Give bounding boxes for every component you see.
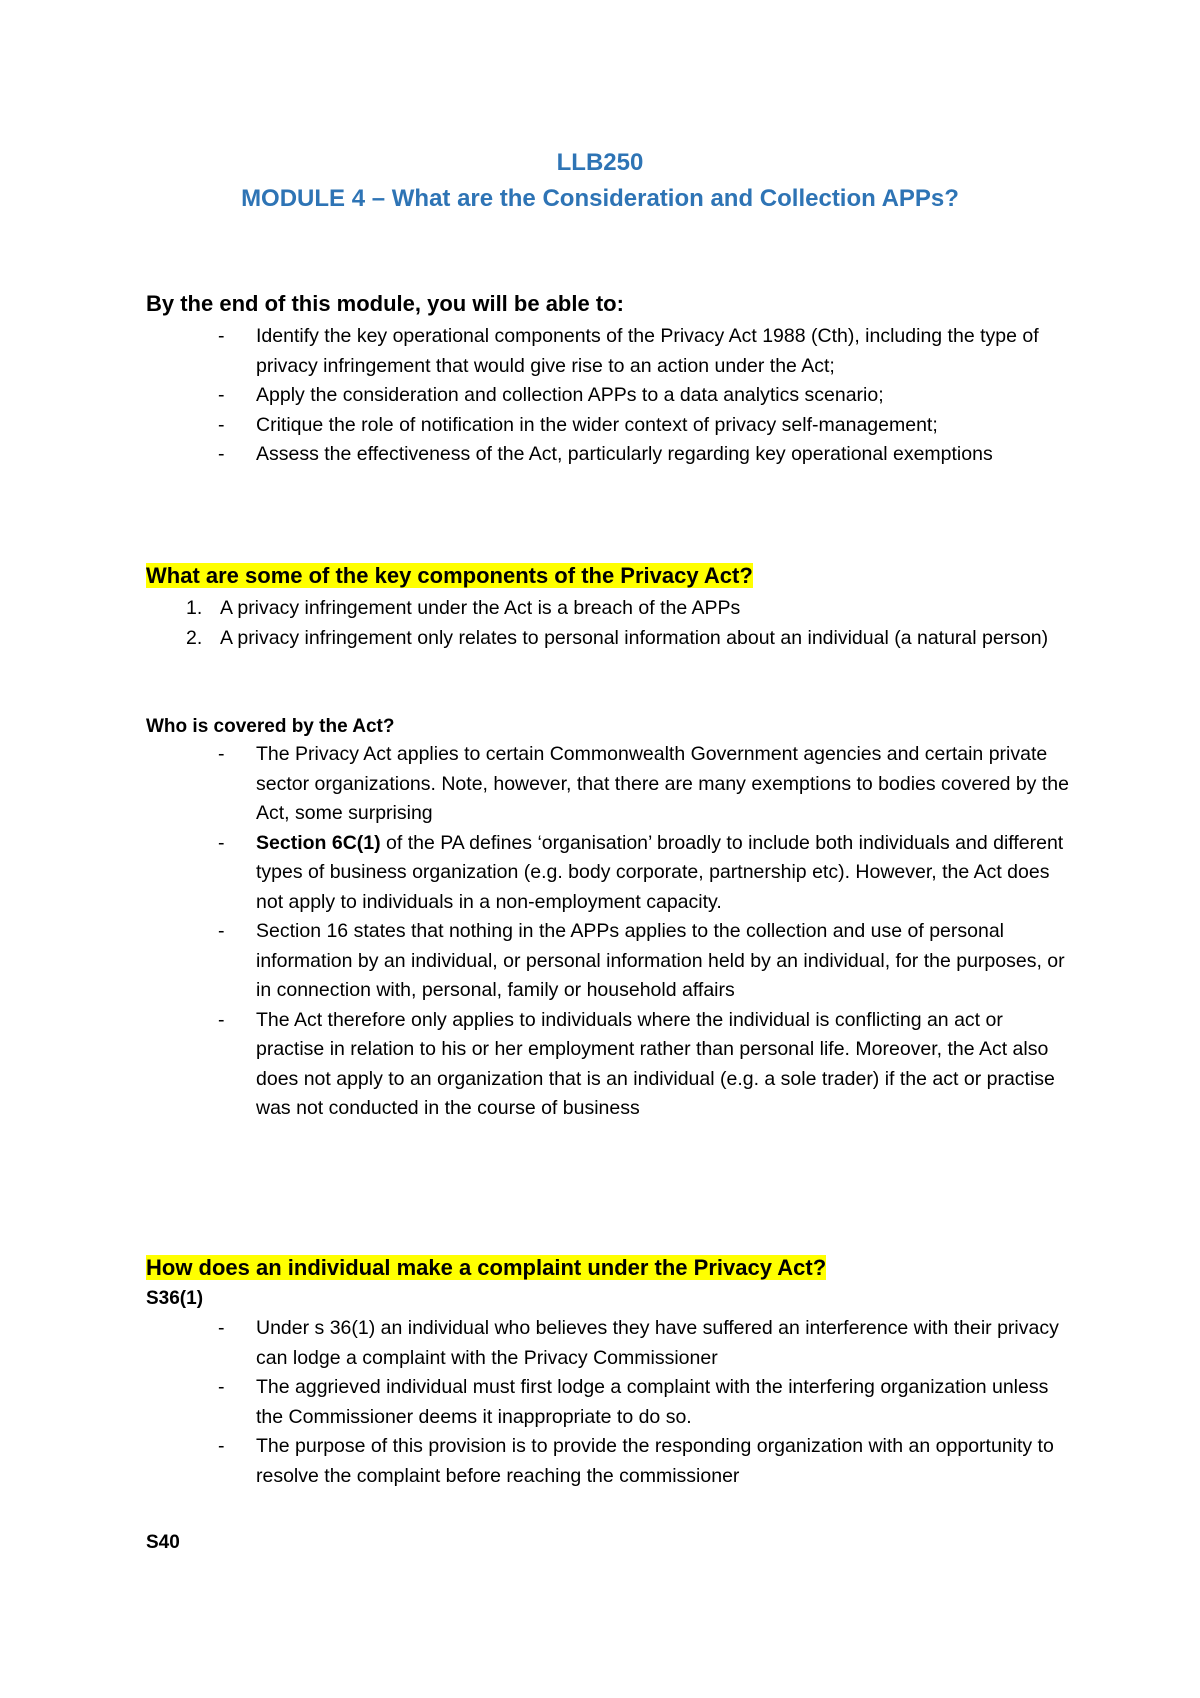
- list-item: - The purpose of this provision is to provide the responding organization with an opportunity to resolve the complaint before reaching the commissioner: [146, 1432, 1076, 1491]
- bullet-dash: -: [218, 831, 225, 854]
- components-heading: What are some of the key components of the Privacy Act?: [146, 563, 753, 588]
- components-list: [146, 594, 1076, 653]
- list-item: - Under s 36(1) an individual who believes they have suffered an interference with their privacy can lodge a complaint with the Privacy Commissioner: [146, 1314, 1076, 1373]
- list-item: - Identify the key operational components of the Privacy Act 1988 (Cth), including the type of privacy infringement that would give rise to an action under the Act;: [146, 322, 1076, 381]
- complaint-list: [146, 1314, 1076, 1491]
- list-item: - The Privacy Act applies to certain Commonwealth Government agencies and certain private sector organizations. Note, however, that there are many exemptions to bodies covered by the Act, some surprising: [146, 740, 1076, 829]
- list-item: - Section 16 states that nothing in the APPs applies to the collection and use of personal information by an individual, or personal information held by an individual, for the purposes, or in connection with, personal, family or household affairs: [146, 917, 1076, 1006]
- bullet-dash: -: [218, 384, 225, 406]
- bullet-dash: -: [218, 1435, 225, 1457]
- bullet-dash: -: [218, 920, 225, 942]
- bullet-dash: -: [218, 443, 225, 465]
- objectives-heading: By the end of this module, you will be able to:: [146, 291, 624, 316]
- section-label-s36: S36(1): [146, 1288, 204, 1309]
- module-title: MODULE 4 – What are the Consideration and Collection APPs?: [241, 185, 959, 212]
- bullet-dash: -: [218, 325, 225, 347]
- covered-heading: Who is covered by the Act?: [146, 716, 395, 737]
- list-item: - Critique the role of notification in the wider context of privacy self-management;: [146, 411, 1076, 441]
- course-code: LLB250: [556, 149, 644, 176]
- bullet-dash: -: [218, 413, 225, 436]
- list-item: - Section 6C(1) of the PA defines ‘organisation’ broadly to include both individuals and different types of business organization (e.g. body corporate, partnership etc). However, the Act does not apply to individuals in a non-employment capacity.: [146, 829, 1076, 918]
- section-label-s40: S40: [146, 1532, 180, 1553]
- objectives-list: [146, 322, 1076, 470]
- list-item: 1. A privacy infringement under the Act is a breach of the APPs: [186, 597, 741, 619]
- list-item: - Apply the consideration and collection APPs to a data analytics scenario;: [146, 381, 1076, 411]
- bullet-dash: -: [218, 1008, 225, 1031]
- bullet-dash: -: [218, 1376, 225, 1398]
- complaint-heading: How does an individual make a complaint under the Privacy Act?: [146, 1255, 827, 1280]
- bullet-dash: -: [218, 743, 225, 765]
- list-item: 2. A privacy infringement only relates to personal information about an individual (a natural person): [186, 626, 1049, 649]
- list-item: - Assess the effectiveness of the Act, particularly regarding key operational exemptions: [146, 440, 1076, 470]
- list-item: - The Act therefore only applies to individuals where the individual is conflicting an act or practise in relation to his or her employment rather than personal life. Moreover, the Act also does not apply to an organization that is an individual (e.g. a sole trader) if the act or practise was not conducted in the course of business: [146, 1006, 1076, 1124]
- bullet-dash: -: [218, 1317, 225, 1339]
- list-item: - The aggrieved individual must first lodge a complaint with the interfering organization unless the Commissioner deems it inappropriate to do so.: [146, 1373, 1076, 1432]
- covered-list: [146, 740, 1076, 1124]
